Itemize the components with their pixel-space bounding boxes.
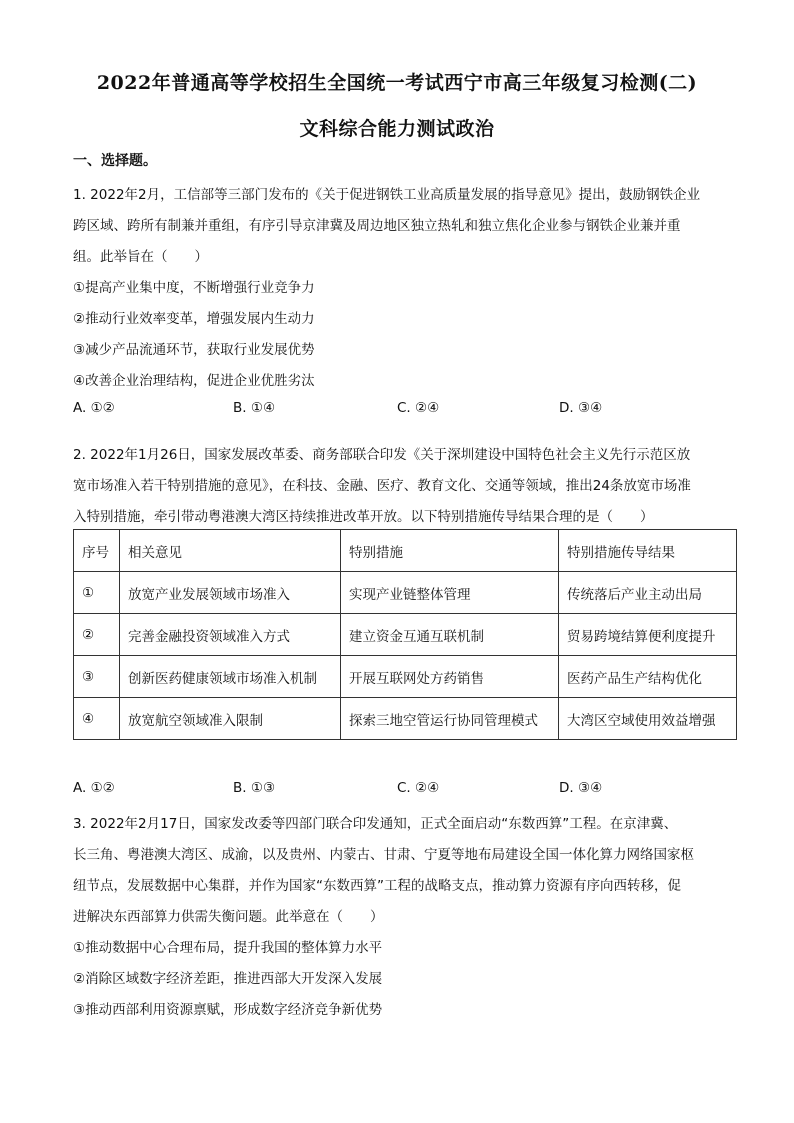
table-row (74, 698, 737, 740)
table-header-cell: 相关意见 (120, 530, 341, 572)
exam-subtitle: 文科综合能力测试政治 (299, 118, 495, 140)
q3-stem-line: 纽节点，发展数据中心集群，并作为国家“东数西算”工程的战略支点，推动算力资源有序向西转移，促 (73, 878, 681, 894)
table-row (74, 614, 737, 656)
q2-option-b[interactable]: B. ①③ (233, 780, 276, 796)
table-cell: ② (74, 614, 120, 656)
q1-option-b[interactable]: B. ①④ (233, 400, 276, 416)
table-row (74, 656, 737, 698)
q1-stem-line: 1. 2022年2月，工信部等三部门发布的《关于促进钢铁工业高质量发展的指导意见》提出，鼓励钢铁企业 (73, 187, 701, 203)
q1-item: ③减少产品流通环节，获取行业发展优势 (73, 342, 315, 358)
q1-stem-line: 跨区域、跨所有制兼并重组，有序引导京津冀及周边地区独立热轧和独立焦化企业参与钢铁企业兼并重 (73, 218, 681, 234)
table-cell: 完善金融投资领域准入方式 (120, 614, 341, 656)
q2-option-a[interactable]: A. ①② (73, 780, 115, 796)
q3-item: ①推动数据中心合理布局，提升我国的整体算力水平 (73, 940, 383, 956)
table-cell: 实现产业链整体管理 (341, 572, 559, 614)
q2-table (73, 529, 737, 740)
q1-option-c[interactable]: C. ②④ (397, 400, 440, 416)
table-cell: 探索三地空管运行协同管理模式 (341, 698, 559, 740)
q2-stem-line: 2. 2022年1月26日，国家发展改革委、商务部联合印发《关于深圳建设中国特色社会主义先行示范区放 (73, 447, 691, 463)
q1-item: ①提高产业集中度，不断增强行业竞争力 (73, 280, 315, 296)
q1-item: ②推动行业效率变革，增强发展内生动力 (73, 311, 315, 327)
table-cell: 传统落后产业主动出局 (559, 572, 737, 614)
q3-item: ③推动西部利用资源禀赋，形成数字经济竞争新优势 (73, 1002, 383, 1018)
table-header-cell: 序号 (74, 530, 120, 572)
table-cell: 贸易跨境结算便利度提升 (559, 614, 737, 656)
table-cell: 放宽航空领域准入限制 (120, 698, 341, 740)
q2-stem-line: 入特别措施，牵引带动粤港澳大湾区持续推进改革开放。以下特别措施传导结果合理的是（ ） (73, 509, 654, 525)
q2-stem-line: 宽市场准入若干特别措施的意见》，在科技、金融、医疗、教育文化、交通等领域，推出24条放宽市场准 (73, 478, 691, 494)
q2-option-d[interactable]: D. ③④ (559, 780, 603, 796)
exam-title: 2022年普通高等学校招生全国统一考试西宁市高三年级复习检测(二) (96, 72, 698, 94)
table-cell: 放宽产业发展领域市场准入 (120, 572, 341, 614)
table-cell: 开展互联网处方药销售 (341, 656, 559, 698)
q3-stem-line: 进解决东西部算力供需失衡问题。此举意在（ ） (73, 909, 384, 925)
q3-stem-line: 3. 2022年2月17日，国家发改委等四部门联合印发通知，正式全面启动“东数西算”工程。在京津冀、 (73, 816, 678, 832)
table-cell: ① (74, 572, 120, 614)
q2-option-c[interactable]: C. ②④ (397, 780, 440, 796)
q1-option-d[interactable]: D. ③④ (559, 400, 603, 416)
table-row (74, 572, 737, 614)
q3-stem-line: 长三角、粤港澳大湾区、成渝，以及贵州、内蒙古、甘肃、宁夏等地布局建设全国一体化算力网络国家枢 (73, 847, 694, 863)
q1-stem-line: 组。此举旨在（ ） (73, 249, 208, 265)
table-cell: 建立资金互通互联机制 (341, 614, 559, 656)
section-title: 一、选择题。 (73, 153, 157, 169)
table-header-row (74, 530, 737, 572)
table-cell: ④ (74, 698, 120, 740)
table-cell: ③ (74, 656, 120, 698)
q3-item: ②消除区域数字经济差距，推进西部大开发深入发展 (73, 971, 383, 987)
table-cell: 医药产品生产结构优化 (559, 656, 737, 698)
table-header-cell: 特别措施传导结果 (559, 530, 737, 572)
table-header-cell: 特别措施 (341, 530, 559, 572)
table-cell: 创新医药健康领域市场准入机制 (120, 656, 341, 698)
q1-option-a[interactable]: A. ①② (73, 400, 115, 416)
q1-item: ④改善企业治理结构，促进企业优胜劣汰 (73, 373, 315, 389)
table-cell: 大湾区空域使用效益增强 (559, 698, 737, 740)
